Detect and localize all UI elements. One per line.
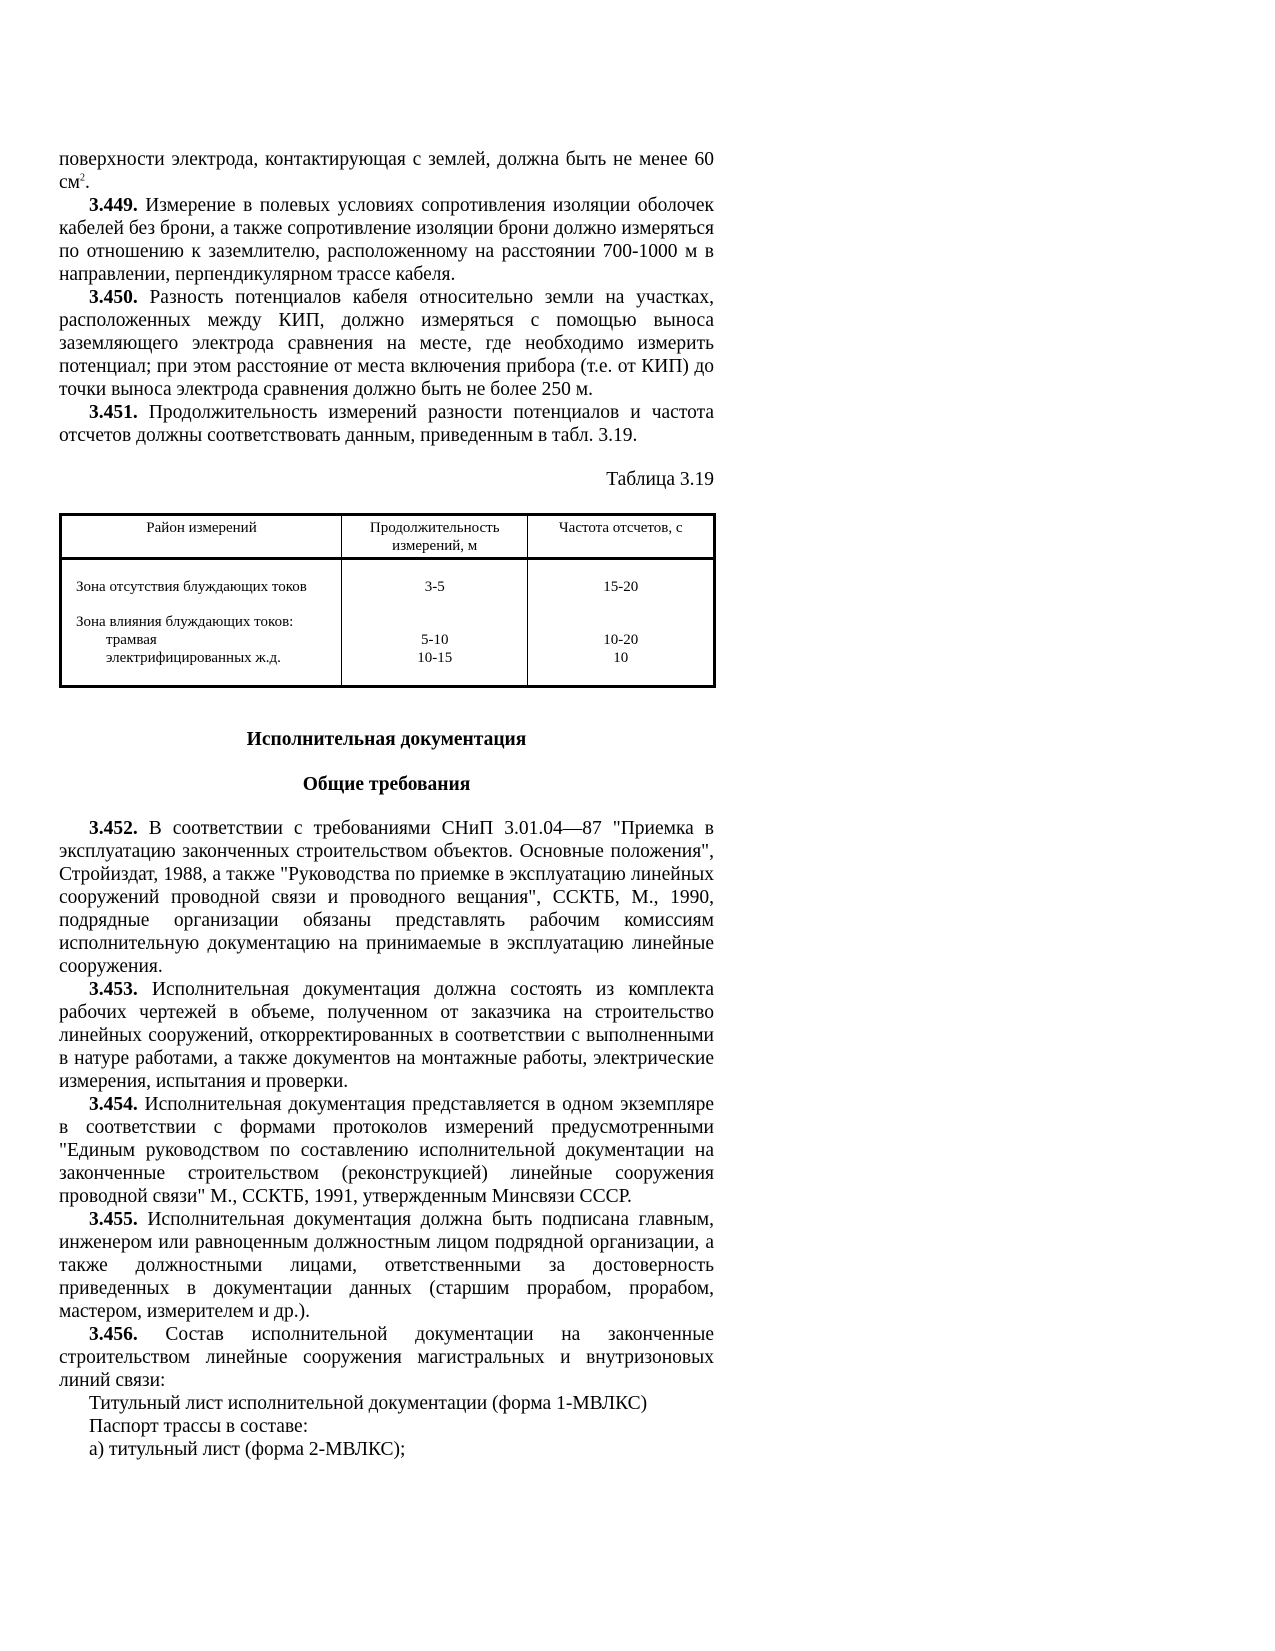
- clause-number: 3.450.: [89, 287, 138, 308]
- section-heading: Исполнительная документация: [246, 729, 527, 750]
- table-cell: 15-20: [528, 559, 715, 597]
- table-row: [61, 596, 715, 631]
- table-row: [61, 631, 715, 649]
- table-cell: Зона отсутствия блуждающих токов: [61, 559, 342, 597]
- paragraph-intro: поверхности электрода, контактирующая с землей, должна быть не менее 60 $см^2$.: [59, 149, 714, 193]
- superscript: 2: [80, 172, 85, 184]
- paragraph-3-456: 3.456. Состав исполнительной документации на законченные строительством линейные сооружения магистральных и внутризоновых линий связи:: [59, 1324, 714, 1391]
- table-cell: 10-20: [528, 631, 715, 649]
- list-line: Титульный лист исполнительной документации (форма 1-МВЛКС): [89, 1393, 648, 1414]
- clause-number: 3.452.: [89, 818, 138, 839]
- table-cell: 10-15: [342, 649, 528, 687]
- table-cell: 5-10: [342, 631, 528, 649]
- clause-number: 3.456.: [89, 1324, 138, 1345]
- paragraph-3-451: 3.451. Продолжительность измерений разности потенциалов и частота отсчетов должны соответствовать данным, приведенным в табл. 3.19.: [59, 402, 714, 446]
- table-cell: 3-5: [342, 559, 528, 597]
- document-page: [59, 148, 714, 1461]
- table-header-row: [61, 515, 715, 559]
- table-caption: Таблица 3.19: [606, 469, 714, 490]
- subsection-heading: Общие требования: [302, 774, 471, 795]
- measurement-table: [59, 513, 716, 688]
- paragraph-3-449: 3.449. Измерение в полевых условиях сопротивления изоляции оболочек кабелей без брони, а также сопротивление изоляции брони должно измеряться по отношению к заземлителю, расположенному на расстоянии 700-1000 м в направлении, перпендикулярном трассе кабеля.: [59, 195, 714, 285]
- table-cell: электрифицированных ж.д.: [106, 650, 281, 666]
- clause-number: 3.449.: [89, 195, 138, 216]
- table-row: [61, 559, 715, 597]
- table-cell: трамвая: [106, 632, 157, 648]
- table-header-cell: Частота отсчетов, с: [528, 515, 715, 559]
- list-line: а) титульный лист (форма 2-МВЛКС);: [89, 1439, 406, 1460]
- table-header-cell: Район измерений: [61, 515, 342, 559]
- clause-number: 3.454.: [89, 1094, 138, 1115]
- clause-number: 3.451.: [89, 402, 138, 423]
- paragraph-3-454: 3.454. Исполнительная документация представляется в одном экземпляре в соответствии с формами протоколов измерений предусмотренными "Единым руководством по составлению исполнительной документации на законченные строительством (реконструкцией) линейные сооружения проводной связи" М., ССКТБ, 1991, утвержденным Минсвязи СССР.: [59, 1094, 714, 1207]
- paragraph-3-450: 3.450. Разность потенциалов кабеля относительно земли на участках, расположенных между КИП, должно измеряться с помощью выноса заземляющего электрода сравнения на месте, где необходимо измерить потенциал; при этом расстояние от места включения прибора (т.е. от КИП) до точки выноса электрода сравнения должно быть не более 250 м.: [59, 287, 714, 400]
- paragraph-3-452: 3.452. В соответствии с требованиями СНиП 3.01.04—87 "Приемка в эксплуатацию законченных строительством объектов. Основные положения", Стройиздат, 1988, а также "Руководства по приемке в эксплуатацию линейных сооружений проводной связи и проводного вещания", ССКТБ, М., 1990, подрядные организации обязаны представлять рабочим комиссиям исполнительную документацию на принимаемые в эксплуатацию линейные сооружения.: [59, 818, 714, 977]
- table-cell: 10: [528, 649, 715, 687]
- paragraph-3-455: 3.455. Исполнительная документация должна быть подписана главным, инженером или равноценным должностным лицом подрядной организации, а также должностными лицами, ответственными за достоверность приведенных в документации данных (старшим прорабом, прорабом, мастером, измерителем и др.).: [59, 1209, 714, 1322]
- table-header-cell: Продолжительность измерений, м: [342, 515, 528, 559]
- list-line: Паспорт трассы в составе:: [89, 1416, 309, 1437]
- clause-number: 3.455.: [89, 1209, 138, 1230]
- clause-number: 3.453.: [89, 979, 138, 1000]
- table-row: [61, 649, 715, 687]
- paragraph-3-453: 3.453. Исполнительная документация должна состоять из комплекта рабочих чертежей в объеме, полученном от заказчика на строительство линейных сооружений, откорректированных в соответствии с выполненными в натуре работами, а также документов на монтажные работы, электрические измерения, испытания и проверки.: [59, 979, 714, 1092]
- table-group-label: Зона влияния блуждающих токов:: [61, 596, 342, 631]
